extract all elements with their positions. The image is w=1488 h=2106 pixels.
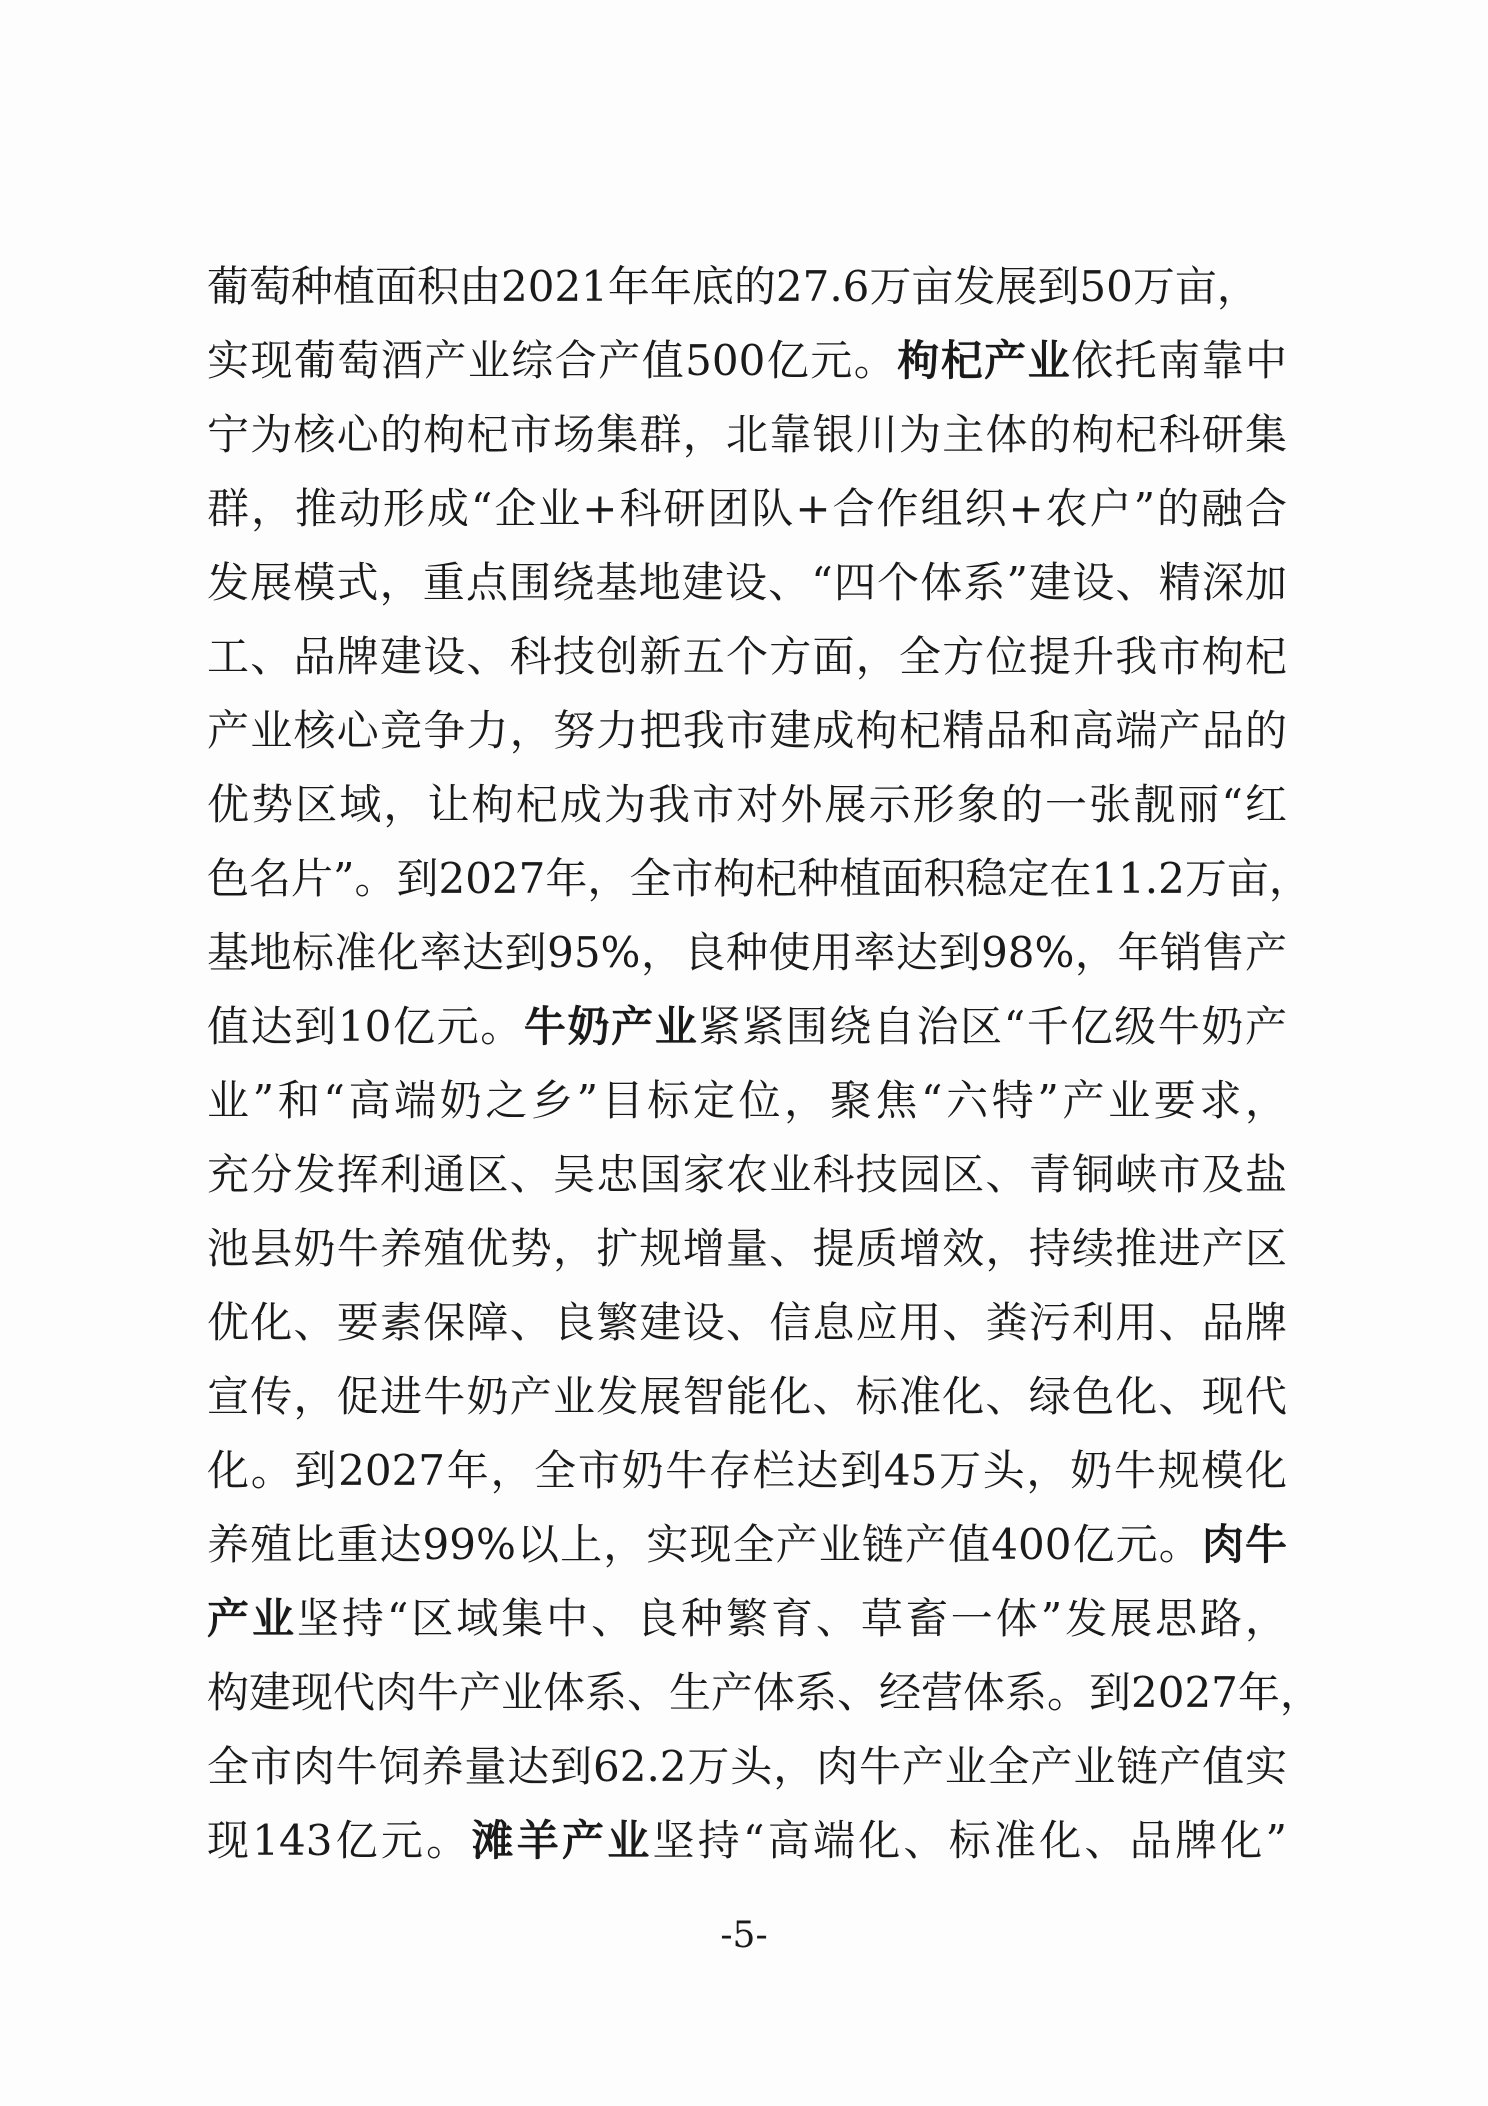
text-run: 色名片”。到2027年，全市枸杞种植面积稳定在11.2万亩， [207, 854, 1311, 903]
text-line [207, 916, 1287, 990]
text-line [207, 1434, 1287, 1508]
text-run: 工、品牌建设、科技创新五个方面，全方位提升我市枸杞 [207, 632, 1287, 681]
text-line [207, 1508, 1287, 1582]
bold-heading-run: 滩羊产业 [471, 1816, 653, 1865]
bold-heading-run: 枸杞产业 [897, 336, 1072, 385]
text-line [207, 398, 1287, 472]
text-run: 全市肉牛饲养量达到62.2万头，肉牛产业全产业链产值实 [207, 1742, 1287, 1791]
bold-heading-run: 产业 [207, 1594, 297, 1643]
text-line [207, 546, 1287, 620]
text-run: 葡萄种植面积由2021年年底的27.6万亩发展到50万亩， [207, 262, 1259, 311]
text-run: 优化、要素保障、良繁建设、信息应用、粪污利用、品牌 [207, 1298, 1287, 1347]
body-paragraph [207, 250, 1322, 1878]
text-run: 现143亿元。 [207, 1816, 472, 1865]
page-number: -5- [720, 1915, 768, 1956]
text-line [207, 1360, 1287, 1434]
text-run: 坚持“高端化、标准化、品牌化” [652, 1816, 1287, 1865]
text-line [207, 842, 1311, 916]
text-line [207, 324, 1287, 398]
text-run: 发展模式，重点围绕基地建设、“四个体系”建设、精深加 [207, 558, 1287, 607]
bold-heading-run: 肉牛 [1201, 1520, 1287, 1569]
text-line [207, 990, 1287, 1064]
text-line [207, 1138, 1287, 1212]
bold-heading-run: 牛奶产业 [523, 1002, 699, 1051]
text-run: 值达到10亿元。 [207, 1002, 524, 1051]
text-run: 构建现代肉牛产业体系、生产体系、经营体系。到2027年， [207, 1668, 1322, 1717]
text-run: 产业核心竞争力，努力把我市建成枸杞精品和高端产品的 [207, 706, 1287, 755]
text-line [207, 1286, 1287, 1360]
text-line [207, 694, 1287, 768]
text-line [207, 1804, 1287, 1878]
text-line [207, 1730, 1287, 1804]
text-run: 养殖比重达99%以上，实现全产业链产值400亿元。 [207, 1520, 1202, 1569]
text-line [207, 472, 1287, 546]
text-line [207, 768, 1287, 842]
text-run: 化。到2027年，全市奶牛存栏达到45万头，奶牛规模化 [207, 1446, 1287, 1495]
text-run: 业”和“高端奶之乡”目标定位，聚焦“六特”产业要求， [207, 1076, 1287, 1125]
text-run: 依托南靠中 [1071, 336, 1287, 385]
text-run: 紧紧围绕自治区“千亿级牛奶产 [698, 1002, 1287, 1051]
text-run: 优势区域，让枸杞成为我市对外展示形象的一张靓丽“红 [207, 780, 1287, 829]
text-run: 群，推动形成“企业+科研团队+合作组织+农户”的融合 [207, 484, 1287, 533]
text-line [207, 1212, 1287, 1286]
text-line [207, 250, 1287, 324]
text-run: 充分发挥利通区、吴忠国家农业科技园区、青铜峡市及盐 [207, 1150, 1287, 1199]
text-line [207, 1656, 1322, 1730]
text-run: 基地标准化率达到95%，良种使用率达到98%，年销售产 [207, 928, 1287, 977]
text-run: 池县奶牛养殖优势，扩规增量、提质增效，持续推进产区 [207, 1224, 1287, 1273]
text-run: 宁为核心的枸杞市场集群，北靠银川为主体的枸杞科研集 [207, 410, 1287, 459]
text-line [207, 620, 1287, 694]
text-line [207, 1064, 1287, 1138]
text-run: 宣传，促进牛奶产业发展智能化、标准化、绿色化、现代 [207, 1372, 1287, 1421]
text-line [207, 1582, 1287, 1656]
text-run: 坚持“区域集中、良种繁育、草畜一体”发展思路， [296, 1594, 1287, 1643]
text-run: 实现葡萄酒产业综合产值500亿元。 [207, 336, 898, 385]
